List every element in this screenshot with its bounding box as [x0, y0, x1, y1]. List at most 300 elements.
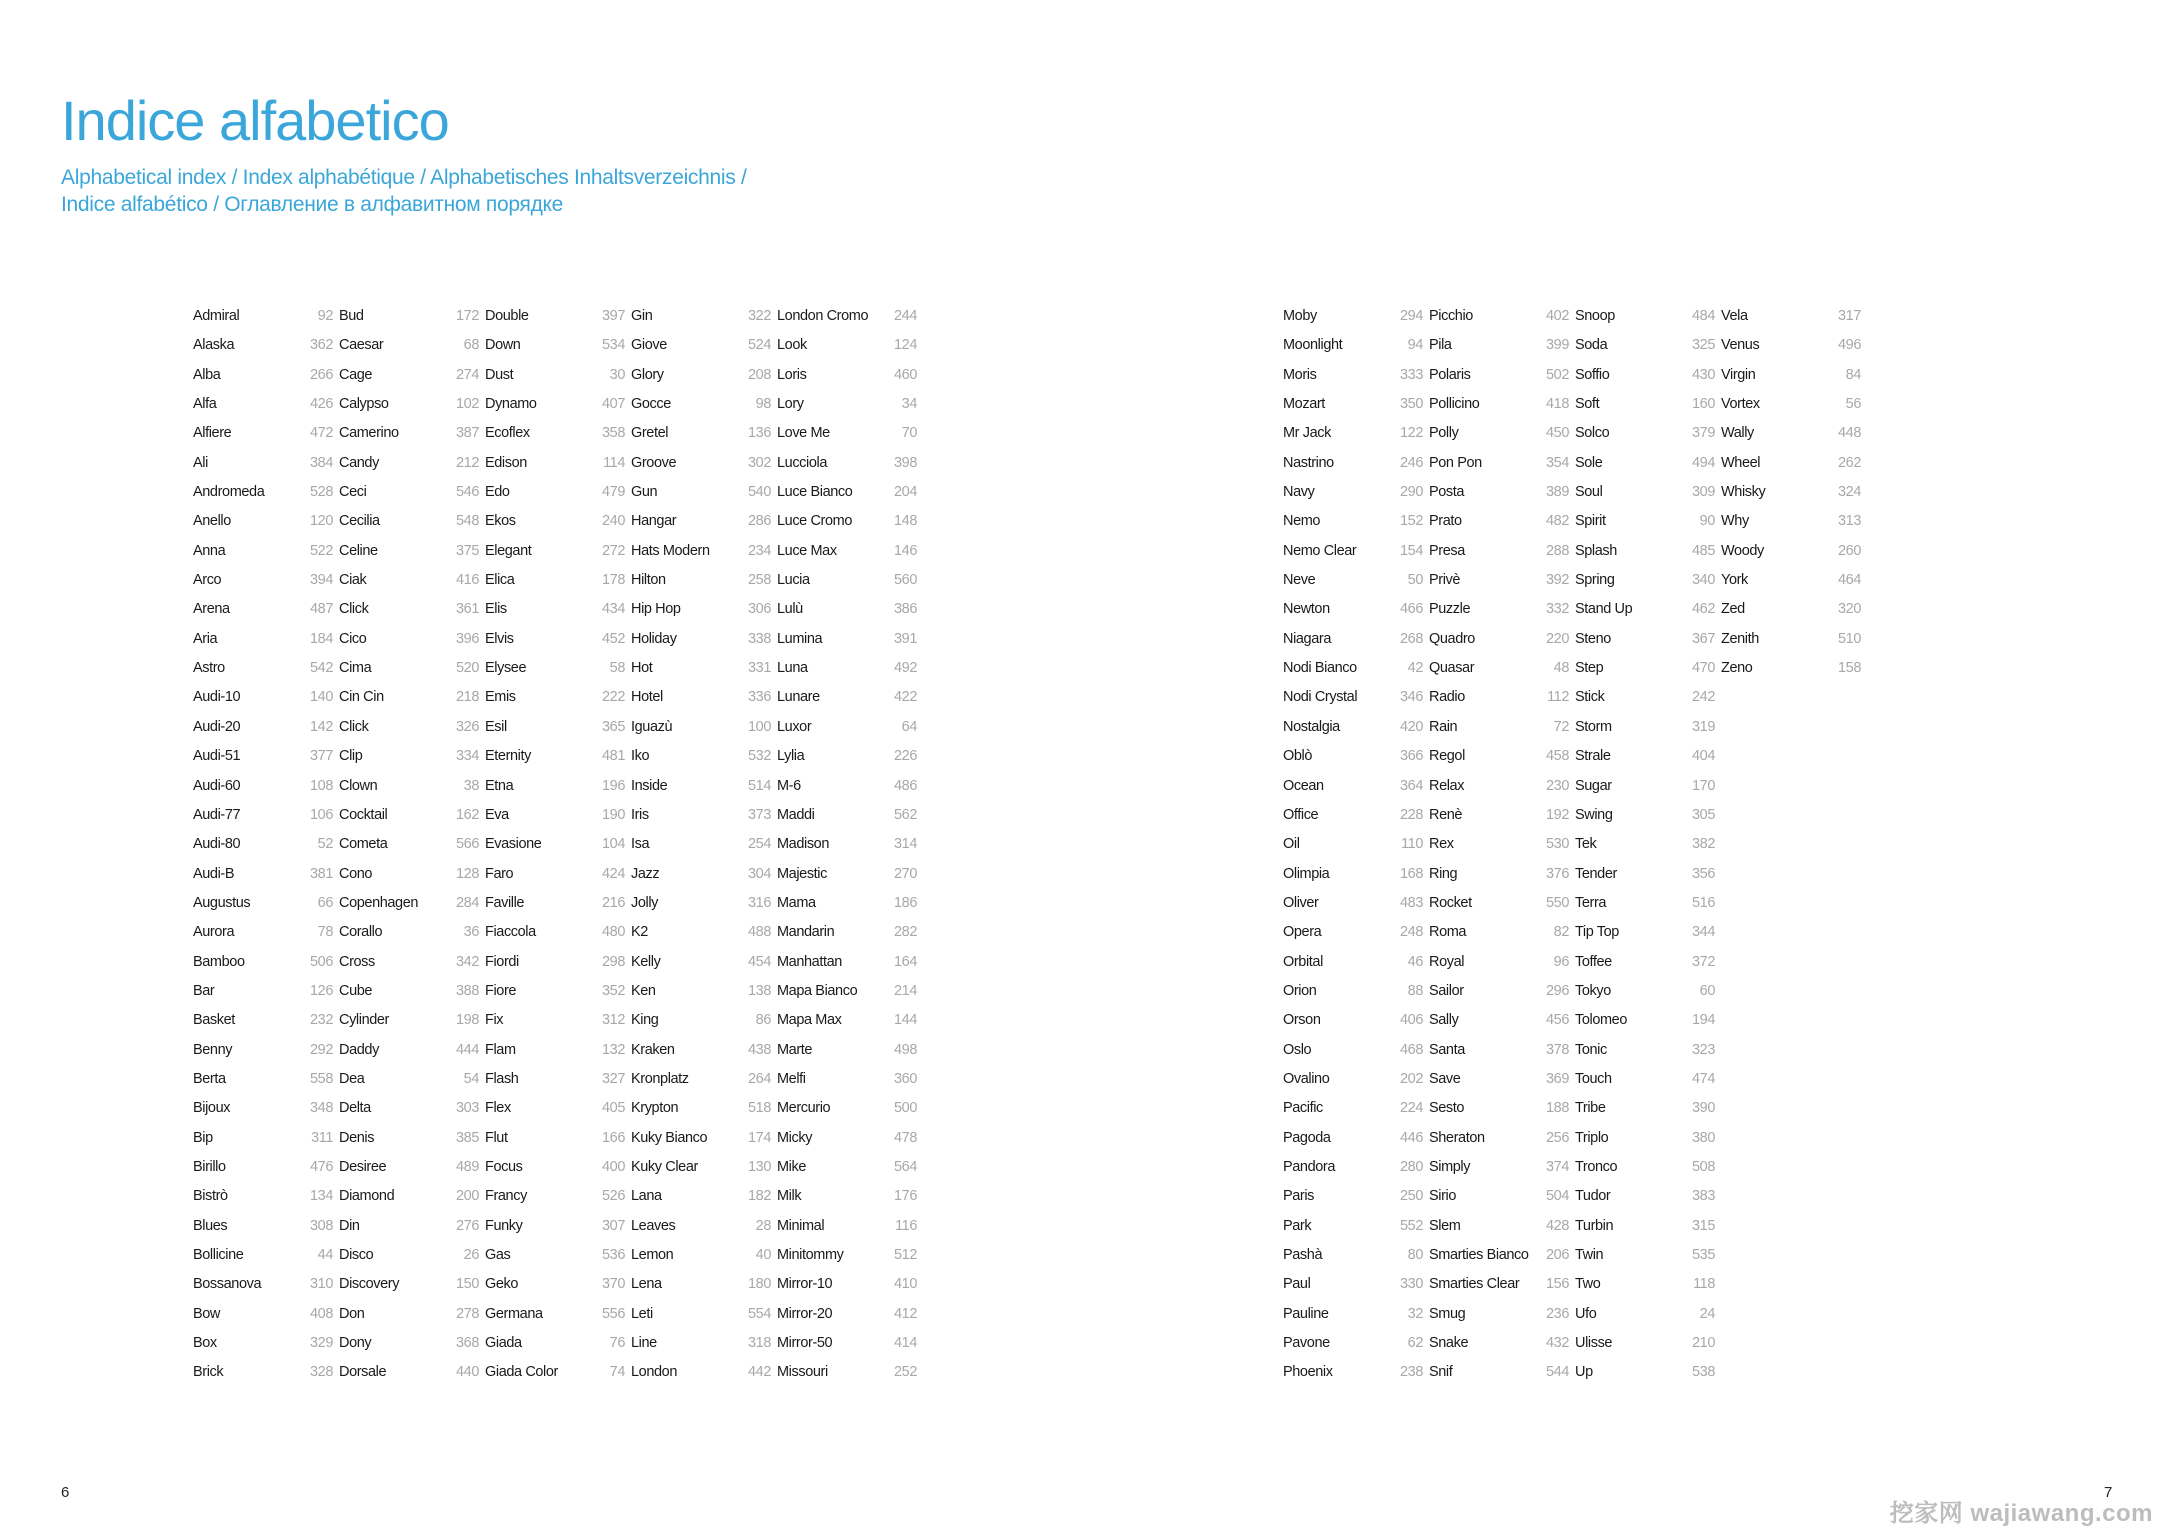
index-entry-page: 422	[894, 689, 917, 706]
index-entry-name: Double	[485, 308, 529, 324]
index-entry-page: 310	[310, 1276, 333, 1293]
index-entry-page: 510	[1838, 630, 1861, 647]
index-entry-page: 479	[602, 484, 625, 501]
index-entry-page: 405	[602, 1100, 625, 1117]
index-entry-page: 358	[602, 425, 625, 442]
index-entry	[1575, 1335, 1715, 1364]
index-entry	[777, 1042, 917, 1071]
index-entry	[1575, 1276, 1715, 1305]
index-entry-name: Giada Color	[485, 1364, 558, 1381]
index-entry-name: Alfa	[193, 396, 217, 413]
index-entry-page: 196	[602, 777, 625, 794]
index-entry-name: Tender	[1575, 865, 1617, 882]
index-entry-page: 176	[894, 1188, 917, 1205]
index-entry	[1575, 983, 1715, 1012]
index-entry	[193, 1218, 333, 1247]
index-entry	[1283, 367, 1423, 396]
index-entry-page: 378	[1546, 1041, 1569, 1058]
index-entry-name: Copenhagen	[339, 894, 419, 911]
index-entry-page: 484	[1692, 308, 1715, 324]
index-entry-name: Smarties Clear	[1429, 1276, 1520, 1293]
index-entry-page: 516	[1692, 894, 1715, 911]
index-entry	[631, 484, 771, 513]
index-entry-name: Hilton	[631, 572, 666, 589]
index-entry	[777, 983, 917, 1012]
index-entry	[1575, 484, 1715, 513]
index-entry-page: 44	[317, 1247, 333, 1263]
index-entry-page: 408	[310, 1305, 333, 1322]
index-entry-name: Clip	[339, 748, 363, 765]
index-entry-page: 308	[310, 1217, 333, 1234]
index-entry-name: Niagara	[1283, 630, 1331, 647]
index-entry-page: 182	[748, 1188, 771, 1205]
index-entry-name: Mirror-20	[777, 1305, 833, 1322]
index-entry-name: Celine	[339, 542, 378, 559]
index-entry-page: 434	[602, 601, 625, 618]
index-entry-page: 464	[1838, 572, 1861, 589]
index-entry	[1283, 778, 1423, 807]
index-entry-page: 331	[748, 660, 771, 677]
index-entry-page: 367	[1692, 630, 1715, 647]
index-entry	[1283, 895, 1423, 924]
index-column-9	[1721, 308, 1861, 689]
index-entry-name: Jolly	[631, 894, 659, 911]
index-entry-name: Bijoux	[193, 1100, 231, 1117]
index-entry-page: 36	[463, 924, 479, 941]
index-entry-page: 240	[602, 513, 625, 530]
index-entry	[1721, 337, 1861, 366]
index-entry	[1429, 1042, 1569, 1071]
index-entry-name: Micky	[777, 1129, 813, 1146]
index-entry-name: Click	[339, 718, 369, 735]
index-entry-name: Aria	[193, 630, 218, 647]
index-entry-page: 430	[1692, 366, 1715, 383]
index-entry-page: 144	[894, 1012, 917, 1029]
index-entry-name: Step	[1575, 660, 1604, 677]
index-entry-page: 396	[456, 630, 479, 647]
index-entry-name: M-6	[777, 777, 801, 794]
index-entry	[193, 1306, 333, 1335]
index-entry-page: 98	[755, 396, 771, 413]
index-entry	[193, 1100, 333, 1129]
index-entry	[339, 660, 479, 689]
index-entry-name: Bar	[193, 982, 215, 999]
index-entry-page: 330	[1400, 1276, 1423, 1293]
index-entry	[1283, 689, 1423, 718]
index-entry-page: 104	[602, 836, 625, 853]
index-entry	[1575, 836, 1715, 865]
index-entry	[631, 807, 771, 836]
index-entry	[1575, 1188, 1715, 1217]
index-entry-page: 124	[894, 337, 917, 354]
index-entry-page: 34	[901, 396, 917, 413]
index-entry-name: Geko	[485, 1276, 519, 1293]
index-entry-page: 238	[1400, 1364, 1423, 1381]
index-entry-page: 268	[1400, 630, 1423, 647]
index-entry-page: 266	[310, 366, 333, 383]
index-entry-name: Ufo	[1575, 1305, 1597, 1322]
index-entry	[1721, 631, 1861, 660]
index-entry-page: 383	[1692, 1188, 1715, 1205]
index-entry	[1283, 1364, 1423, 1393]
index-entry	[777, 660, 917, 689]
index-entry-page: 146	[894, 542, 917, 559]
index-entry	[339, 1247, 479, 1276]
index-entry-page: 244	[894, 308, 917, 324]
index-entry-name: Soda	[1575, 337, 1608, 354]
index-entry	[339, 778, 479, 807]
index-entry	[339, 1188, 479, 1217]
index-entry-name: Office	[1283, 806, 1319, 823]
index-entry	[1575, 924, 1715, 953]
index-entry-name: Calypso	[339, 396, 389, 413]
index-entry-page: 106	[310, 806, 333, 823]
index-entry	[1429, 337, 1569, 366]
index-entry-name: Flam	[485, 1041, 516, 1058]
index-entry-name: Andromeda	[193, 484, 265, 501]
index-entry-name: Bistrò	[193, 1188, 228, 1205]
index-entry	[193, 513, 333, 542]
index-entry-name: Royal	[1429, 953, 1465, 970]
index-entry	[777, 396, 917, 425]
index-entry-page: 242	[1692, 689, 1715, 706]
index-entry-name: Ekos	[485, 513, 516, 530]
index-entry	[777, 719, 917, 748]
index-entry	[631, 1335, 771, 1364]
index-entry-name: Audi-77	[193, 806, 241, 823]
index-entry	[339, 1130, 479, 1159]
index-entry-name: Save	[1429, 1070, 1461, 1087]
index-entry-name: Dust	[485, 366, 514, 383]
index-entry-name: Steno	[1575, 630, 1611, 647]
index-entry	[1575, 778, 1715, 807]
index-entry	[1721, 660, 1861, 689]
index-entry	[485, 660, 625, 689]
index-entry-name: Gretel	[631, 425, 669, 442]
index-entry	[631, 748, 771, 777]
index-entry	[777, 866, 917, 895]
index-entry-page: 140	[310, 689, 333, 706]
index-entry	[777, 807, 917, 836]
index-entry-name: Bow	[193, 1305, 221, 1322]
index-entry	[777, 572, 917, 601]
index-entry	[631, 1071, 771, 1100]
index-entry-name: Turbin	[1575, 1217, 1614, 1234]
index-entry-name: King	[631, 1012, 659, 1029]
index-entry-name: Mapa Max	[777, 1012, 842, 1029]
index-entry	[1429, 689, 1569, 718]
index-entry-page: 394	[310, 572, 333, 589]
index-entry-name: Astro	[193, 660, 225, 677]
index-entry	[631, 601, 771, 630]
index-entry	[339, 719, 479, 748]
index-entry-name: Basket	[193, 1012, 235, 1029]
index-entry	[339, 1100, 479, 1129]
index-entry	[339, 1071, 479, 1100]
index-entry-name: Elysee	[485, 660, 527, 677]
index-entry-page: 84	[1845, 366, 1861, 383]
index-entry-name: Kelly	[631, 953, 661, 970]
index-entry	[1721, 543, 1861, 572]
index-entry-name: Tolomeo	[1575, 1012, 1628, 1029]
index-entry-page: 320	[1838, 601, 1861, 618]
index-entry-name: Bollicine	[193, 1247, 244, 1263]
index-entry-page: 120	[310, 513, 333, 530]
index-entry-name: Two	[1575, 1276, 1601, 1293]
index-entry	[193, 1012, 333, 1041]
index-entry-name: Minimal	[777, 1217, 825, 1234]
index-entry	[339, 1012, 479, 1041]
index-entry	[1575, 1306, 1715, 1335]
index-entry-page: 338	[748, 630, 771, 647]
index-entry	[485, 367, 625, 396]
index-entry	[631, 1218, 771, 1247]
index-entry-page: 424	[602, 865, 625, 882]
index-entry-page: 418	[1546, 396, 1569, 413]
index-entry	[339, 601, 479, 630]
index-entry	[193, 484, 333, 513]
index-entry-name: Jazz	[631, 865, 660, 882]
index-entry	[1429, 1306, 1569, 1335]
index-entry-name: Desiree	[339, 1158, 387, 1175]
index-entry	[1429, 748, 1569, 777]
index-entry-page: 74	[609, 1364, 625, 1381]
index-entry	[1429, 1159, 1569, 1188]
index-entry-name: K2	[631, 924, 648, 941]
index-entry-page: 520	[456, 660, 479, 677]
index-entry-page: 372	[1692, 953, 1715, 970]
index-entry-page: 276	[456, 1217, 479, 1234]
index-entry	[777, 425, 917, 454]
index-entry-page: 552	[1400, 1217, 1423, 1234]
index-entry-page: 236	[1546, 1305, 1569, 1322]
index-entry	[631, 425, 771, 454]
index-entry	[1429, 396, 1569, 425]
index-entry-name: Stand Up	[1575, 601, 1633, 618]
index-entry-name: Delta	[339, 1100, 371, 1117]
index-entry-page: 534	[602, 337, 625, 354]
index-entry	[339, 484, 479, 513]
index-entry-name: Triplo	[1575, 1129, 1609, 1146]
index-entry-name: Lylia	[777, 748, 805, 765]
index-entry-page: 174	[748, 1129, 771, 1146]
index-entry-page: 384	[310, 454, 333, 471]
index-entry	[1575, 1218, 1715, 1247]
index-entry-name: Luce Max	[777, 542, 837, 559]
index-entry	[339, 1218, 479, 1247]
index-entry-name: York	[1721, 572, 1748, 589]
index-entry-name: Esil	[485, 718, 507, 735]
index-entry-name: Radio	[1429, 689, 1465, 706]
index-entry-page: 426	[310, 396, 333, 413]
index-entry-page: 56	[1845, 396, 1861, 413]
index-entry-page: 376	[1546, 865, 1569, 882]
index-entry	[193, 983, 333, 1012]
index-entry-page: 160	[1692, 396, 1715, 413]
index-entry	[1429, 866, 1569, 895]
index-entry-name: Mr Jack	[1283, 425, 1331, 442]
index-entry-name: Maddi	[777, 806, 815, 823]
index-entry-name: Elica	[485, 572, 515, 589]
index-entry	[631, 1159, 771, 1188]
index-entry-name: Sole	[1575, 454, 1603, 471]
index-entry-name: Audi-60	[193, 777, 241, 794]
index-entry-name: Swing	[1575, 806, 1613, 823]
index-entry-name: Gin	[631, 308, 653, 324]
index-entry	[777, 1306, 917, 1335]
index-entry	[339, 455, 479, 484]
index-entry	[485, 866, 625, 895]
index-entry-page: 360	[894, 1070, 917, 1087]
index-entry	[631, 924, 771, 953]
index-entry-name: Toffee	[1575, 953, 1612, 970]
index-entry-page: 333	[1400, 366, 1423, 383]
index-entry-page: 560	[894, 572, 917, 589]
index-entry	[1429, 455, 1569, 484]
index-entry-page: 412	[894, 1305, 917, 1322]
index-entry-name: Mandarin	[777, 924, 835, 941]
index-entry-page: 311	[311, 1129, 333, 1146]
index-entry-page: 506	[310, 953, 333, 970]
index-entry-name: Smug	[1429, 1305, 1466, 1322]
index-entry-page: 164	[894, 953, 917, 970]
index-entry-page: 162	[456, 806, 479, 823]
index-entry	[339, 689, 479, 718]
index-entry	[193, 1159, 333, 1188]
index-entry-name: Marte	[777, 1041, 813, 1058]
index-entry-name: Spring	[1575, 572, 1615, 589]
index-entry-page: 386	[894, 601, 917, 618]
index-entry-page: 228	[1400, 806, 1423, 823]
index-entry-name: Camerino	[339, 425, 399, 442]
index-entry-page: 166	[602, 1129, 625, 1146]
index-entry-page: 226	[894, 748, 917, 765]
index-entry-name: Admiral	[193, 308, 240, 324]
index-entry	[193, 1042, 333, 1071]
index-entry-page: 28	[755, 1217, 771, 1234]
index-entry	[777, 895, 917, 924]
index-entry	[1429, 543, 1569, 572]
index-entry	[1283, 1159, 1423, 1188]
index-entry-name: Faville	[485, 894, 525, 911]
index-entry-name: Touch	[1575, 1070, 1612, 1087]
index-entry-page: 220	[1546, 630, 1569, 647]
index-entry-page: 216	[602, 894, 625, 911]
index-entry-name: Lucciola	[777, 454, 827, 471]
index-entry-page: 332	[1546, 601, 1569, 618]
index-entry-name: Quadro	[1429, 630, 1475, 647]
index-entry-page: 366	[1400, 748, 1423, 765]
index-entry	[777, 1247, 917, 1276]
index-entry-page: 250	[1400, 1188, 1423, 1205]
index-entry	[631, 396, 771, 425]
index-entry-name: Tudor	[1575, 1188, 1611, 1205]
index-entry	[777, 1335, 917, 1364]
index-entry-page: 487	[310, 601, 333, 618]
index-entry-page: 252	[894, 1364, 917, 1381]
index-entry-name: London	[631, 1364, 677, 1381]
index-entry-name: Dony	[339, 1335, 372, 1352]
index-entry-page: 102	[456, 396, 479, 413]
subtitle-line-2: Indice alfabético / Оглавление в алфавитном порядке	[61, 193, 564, 216]
index-entry-page: 40	[755, 1247, 771, 1263]
index-entry-page: 542	[310, 660, 333, 677]
index-entry	[193, 367, 333, 396]
index-entry-page: 322	[748, 308, 771, 324]
index-entry-page: 314	[894, 836, 917, 853]
index-entry	[1283, 1247, 1423, 1276]
index-entry	[1429, 1071, 1569, 1100]
index-entry-name: Up	[1575, 1364, 1593, 1381]
index-entry-name: Dea	[339, 1070, 365, 1087]
index-entry-name: Berta	[193, 1070, 226, 1087]
index-entry-name: Tonic	[1575, 1041, 1607, 1058]
index-entry	[1283, 601, 1423, 630]
index-entry-page: 562	[894, 806, 917, 823]
index-entry-name: Pacific	[1283, 1100, 1323, 1117]
index-entry-page: 554	[748, 1305, 771, 1322]
index-entry	[485, 719, 625, 748]
index-entry	[1283, 1012, 1423, 1041]
index-entry-page: 122	[1400, 425, 1423, 442]
index-entry-name: Milk	[777, 1188, 802, 1205]
index-entry	[1575, 631, 1715, 660]
index-entry-page: 391	[894, 630, 917, 647]
index-entry-page: 319	[1692, 718, 1715, 735]
index-entry	[1575, 895, 1715, 924]
index-entry	[1575, 1364, 1715, 1393]
index-entry-name: Loris	[777, 366, 807, 383]
index-entry-page: 365	[602, 718, 625, 735]
index-entry-page: 178	[602, 572, 625, 589]
index-entry-name: Lulù	[777, 601, 803, 618]
index-entry-name: Mike	[777, 1158, 807, 1175]
index-entry-page: 130	[748, 1158, 771, 1175]
index-entry-name: Leti	[631, 1305, 653, 1322]
index-entry-page: 48	[1553, 660, 1569, 677]
index-entry-name: Francy	[485, 1188, 527, 1205]
index-entry	[485, 308, 625, 337]
index-entry-name: Puzzle	[1429, 601, 1471, 618]
index-entry	[1283, 572, 1423, 601]
index-entry-name: Diamond	[339, 1188, 395, 1205]
index-entry	[339, 1042, 479, 1071]
index-entry-name: Zeno	[1721, 660, 1753, 677]
index-entry-page: 354	[1546, 454, 1569, 471]
index-entry-name: Luce Cromo	[777, 513, 852, 530]
index-entry-name: Cono	[339, 865, 373, 882]
index-entry	[339, 983, 479, 1012]
index-entry-name: Click	[339, 601, 369, 618]
index-entry	[1721, 308, 1861, 337]
index-entry-page: 54	[463, 1070, 479, 1087]
index-entry-page: 512	[894, 1247, 917, 1263]
index-entry-name: Picchio	[1429, 308, 1473, 324]
index-entry-name: Nemo Clear	[1283, 542, 1357, 559]
index-entry-name: Cico	[339, 630, 367, 647]
index-entry-page: 142	[310, 718, 333, 735]
index-entry	[485, 1188, 625, 1217]
index-entry-name: Tek	[1575, 836, 1597, 853]
index-entry	[631, 1012, 771, 1041]
index-entry	[1429, 924, 1569, 953]
index-entry	[193, 807, 333, 836]
index-entry-page: 325	[1692, 337, 1715, 354]
index-entry	[485, 1364, 625, 1393]
index-entry-name: Inside	[631, 777, 668, 794]
index-entry	[485, 1306, 625, 1335]
index-entry-page: 326	[456, 718, 479, 735]
